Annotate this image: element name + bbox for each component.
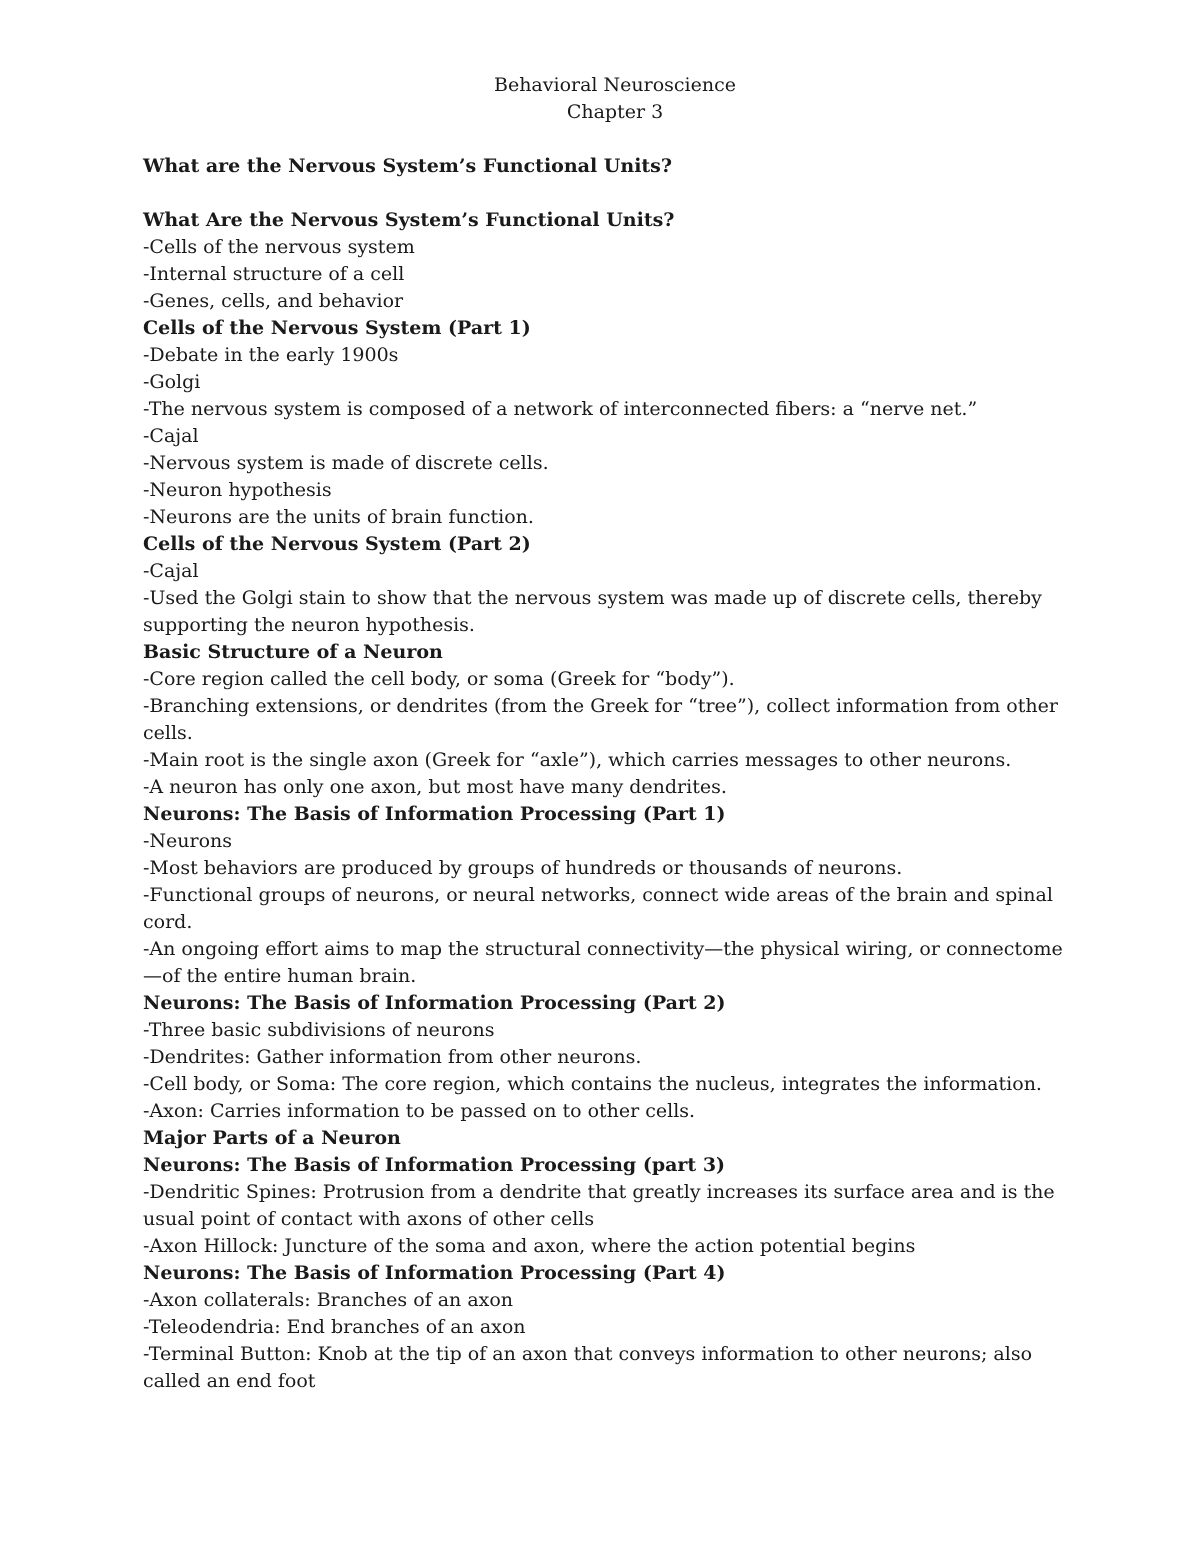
note-line: -Axon: Carries information to be passed on to other cells. bbox=[143, 1100, 696, 1122]
note-line: -Axon Hillock: Juncture of the soma and axon, where the action potential begins bbox=[143, 1235, 916, 1257]
notes-body bbox=[143, 207, 1063, 1395]
note-line: -Cell body, or Soma: The core region, which contains the nucleus, integrates the information. bbox=[143, 1073, 1042, 1095]
main-question: What are the Nervous System’s Functional Units? bbox=[143, 155, 673, 177]
note-line: -Used the Golgi stain to show that the nervous system was made up of discrete cells, thereby supporting the neuron hypothesis. bbox=[143, 587, 1042, 636]
section-heading: What Are the Nervous System’s Functional Units? bbox=[143, 209, 675, 231]
note-line: -Genes, cells, and behavior bbox=[143, 290, 404, 312]
note-line: -Neuron hypothesis bbox=[143, 479, 332, 501]
note-line: -Dendritic Spines: Protrusion from a dendrite that greatly increases its surface area and is the usual point of contact with axons of other cells bbox=[143, 1181, 1055, 1230]
section-heading: Major Parts of a Neuron bbox=[143, 1127, 401, 1149]
note-line: -Neurons bbox=[143, 830, 233, 852]
note-line: -Internal structure of a cell bbox=[143, 263, 405, 285]
document-page bbox=[143, 72, 1063, 1395]
note-line: -A neuron has only one axon, but most have many dendrites. bbox=[143, 776, 727, 798]
note-line: -Cajal bbox=[143, 425, 199, 447]
note-line: -Three basic subdivisions of neurons bbox=[143, 1019, 495, 1041]
note-line: -Core region called the cell body, or soma (Greek for “body”). bbox=[143, 668, 735, 690]
note-line: -Golgi bbox=[143, 371, 201, 393]
spacer bbox=[143, 126, 1063, 153]
note-line: -An ongoing effort aims to map the structural connectivity—the physical wiring, or connectome—of the entire human brain. bbox=[143, 938, 1063, 987]
note-line: -Most behaviors are produced by groups of hundreds or thousands of neurons. bbox=[143, 857, 903, 879]
note-line: -Cells of the nervous system bbox=[143, 236, 415, 258]
section-heading: Neurons: The Basis of Information Processing (Part 4) bbox=[143, 1262, 726, 1284]
note-line: -The nervous system is composed of a network of interconnected fibers: a “nerve net.” bbox=[143, 398, 978, 420]
section-heading: Neurons: The Basis of Information Processing (part 3) bbox=[143, 1154, 726, 1176]
section-heading: Neurons: The Basis of Information Processing (Part 1) bbox=[143, 803, 726, 825]
note-line: -Teleodendria: End branches of an axon bbox=[143, 1316, 526, 1338]
section-heading: Basic Structure of a Neuron bbox=[143, 641, 443, 663]
document-title: Behavioral Neuroscience bbox=[493, 74, 736, 96]
note-line: -Cajal bbox=[143, 560, 199, 582]
section-heading: Cells of the Nervous System (Part 2) bbox=[143, 533, 531, 555]
spacer bbox=[143, 180, 1063, 207]
note-line: -Dendrites: Gather information from other neurons. bbox=[143, 1046, 642, 1068]
note-line: -Functional groups of neurons, or neural networks, connect wide areas of the brain and spinal cord. bbox=[143, 884, 1053, 933]
section-heading: Cells of the Nervous System (Part 1) bbox=[143, 317, 531, 339]
note-line: -Neurons are the units of brain function. bbox=[143, 506, 534, 528]
note-line: -Debate in the early 1900s bbox=[143, 344, 399, 366]
note-line: -Terminal Button: Knob at the tip of an axon that conveys information to other neurons; also called an end foot bbox=[143, 1343, 1033, 1392]
note-line: -Axon collaterals: Branches of an axon bbox=[143, 1289, 514, 1311]
note-line: -Main root is the single axon (Greek for “axle”), which carries messages to other neurons. bbox=[143, 749, 1012, 771]
note-line: -Nervous system is made of discrete cells. bbox=[143, 452, 549, 474]
note-line: -Branching extensions, or dendrites (from the Greek for “tree”), collect information from other cells. bbox=[143, 695, 1058, 744]
chapter-label: Chapter 3 bbox=[566, 101, 664, 123]
title-block bbox=[0, 72, 1200, 126]
section-heading: Neurons: The Basis of Information Processing (Part 2) bbox=[143, 992, 726, 1014]
